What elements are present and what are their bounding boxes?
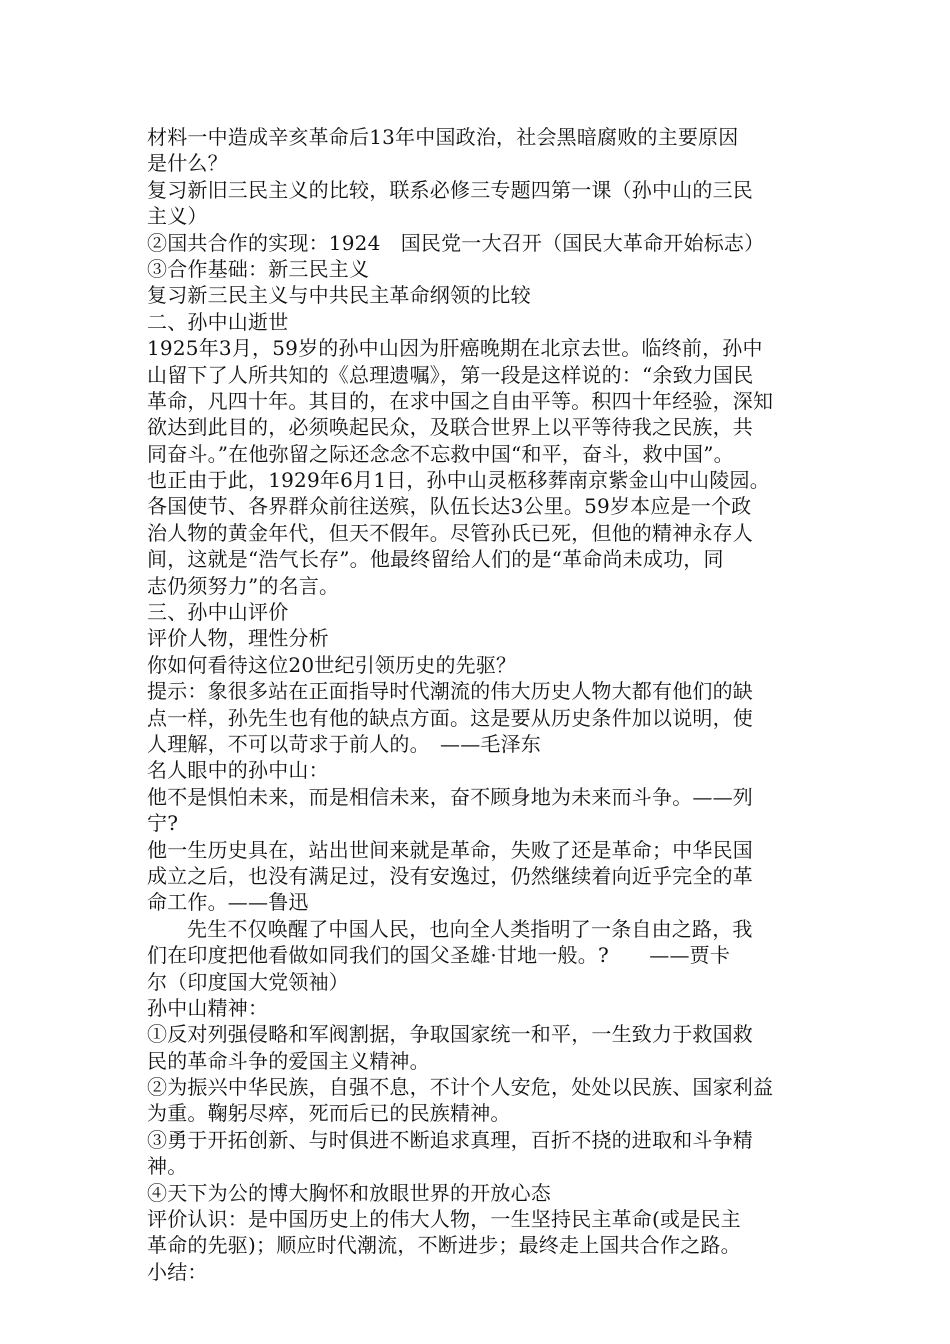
text-line: 复习新旧三民主义的比较，联系必修三专题四第一课（孙中山的三民 [147,177,753,202]
text-line: ③合作基础：新三民主义 [147,256,370,281]
text-line: 为重。鞠躬尽瘁，死而后已的民族精神。 [147,1101,511,1126]
document-page [147,124,837,1285]
text-line: 点一样，孙先生也有他的缺点方面。这是要从历史条件加以说明，使 [147,705,753,730]
text-line: 尔（印度国大党领袖） [147,969,349,994]
text-line: 革命的先驱)；顺应时代潮流，不断进步；最终走上国共合作之路。 [147,1233,741,1258]
text-line: 成立之后，也没有满足过，没有安逸过，仍然继续着向近乎完全的革 [147,863,753,888]
text-line: 小结： [147,1259,208,1284]
text-line: 间，这就是“浩气长存”。他最终留给人们的是“革命尚未成功，同 [147,547,724,572]
section-heading: 三、孙中山评价 [147,600,289,625]
text-line: 他一生历史具在，站出世间来就是革命，失败了还是革命；中华民国 [147,837,753,862]
text-line: 宁? [147,811,179,836]
text-line: 你如何看待这位20世纪引领历史的先驱？ [147,652,517,677]
text-line: 评价认识：是中国历史上的伟大人物，一生坚持民主革命(或是民主 [147,1207,741,1232]
text-line: ②国共合作的实现：1924 国民党一大召开（国民大革命开始标志） [147,230,765,255]
text-line: 他不是惧怕未来，而是相信未来，奋不顾身地为未来而斗争。——列 [147,784,753,809]
text-line: 同奋斗。”在他弥留之际还念念不忘救中国“和平，奋斗，救中国”。 [147,441,734,466]
text-line: 民的革命斗争的爱国主义精神。 [147,1048,430,1073]
text-line: 神。 [147,1154,188,1179]
text-line: 是什么？ [147,151,228,176]
section-heading: 二、孙中山逝世 [147,309,289,334]
text-line: ②为振兴中华民族，自强不息，不计个人安危，处处以民族、国家利益 [147,1075,774,1100]
text-line: 志仍须努力”的名言。 [147,573,340,598]
text-line: 山留下了人所共知的《总理遗嘱》，第一段是这样说的：“余致力国民 [147,362,754,387]
text-line: 欲达到此目的，必须唤起民众，及联合世界上以平等待我之民族，共 [147,415,753,440]
text-line: 人理解，不可以苛求于前人的。 ——毛泽东 [147,731,541,756]
text-line: 治人物的黄金年代，但天不假年。尽管孙氏已死，但他的精神永存人 [147,520,753,545]
text-line: 名人眼中的孙中山： [147,758,329,783]
text-line: 复习新三民主义与中共民主革命纲领的比较 [147,283,531,308]
text-line: ③勇于开拓创新、与时俱进不断追求真理，百折不挠的进取和斗争精 [147,1127,753,1152]
text-line: 评价人物，理性分析 [147,626,329,651]
text-line: ④天下为公的博大胸怀和放眼世界的开放心态 [147,1180,551,1205]
text-line: 孙中山精神： [147,995,269,1020]
text-line: 提示：象很多站在正面指导时代潮流的伟大历史人物大都有他们的缺 [147,679,753,704]
text-line: 先生不仅唤醒了中国人民，也向全人类指明了一条自由之路，我 [187,916,753,941]
text-line: 命工作。——鲁迅 [147,890,309,915]
text-line: 革命，凡四十年。其目的，在求中国之自由平等。积四十年经验，深知 [147,388,774,413]
text-line: 主义） [147,204,208,229]
text-line: 各国使节、各界群众前往送殡，队伍长达3公里。59岁本应是一个政 [147,494,752,519]
text-line: ①反对列强侵略和军阀割据，争取国家统一和平，一生致力于救国救 [147,1022,753,1047]
text-line: 也正由于此，1929年6月1日，孙中山灵柩移葬南京紫金山中山陵园。 [147,468,770,493]
text-line: 们在印度把他看做如同我们的国父圣雄·甘地一般。? ——贾卡 [147,943,731,968]
text-line: 1925年3月，59岁的孙中山因为肝癌晚期在北京去世。临终前，孙中 [147,336,763,361]
text-line: 材料一中造成辛亥革命后13年中国政治，社会黑暗腐败的主要原因 [147,125,739,149]
